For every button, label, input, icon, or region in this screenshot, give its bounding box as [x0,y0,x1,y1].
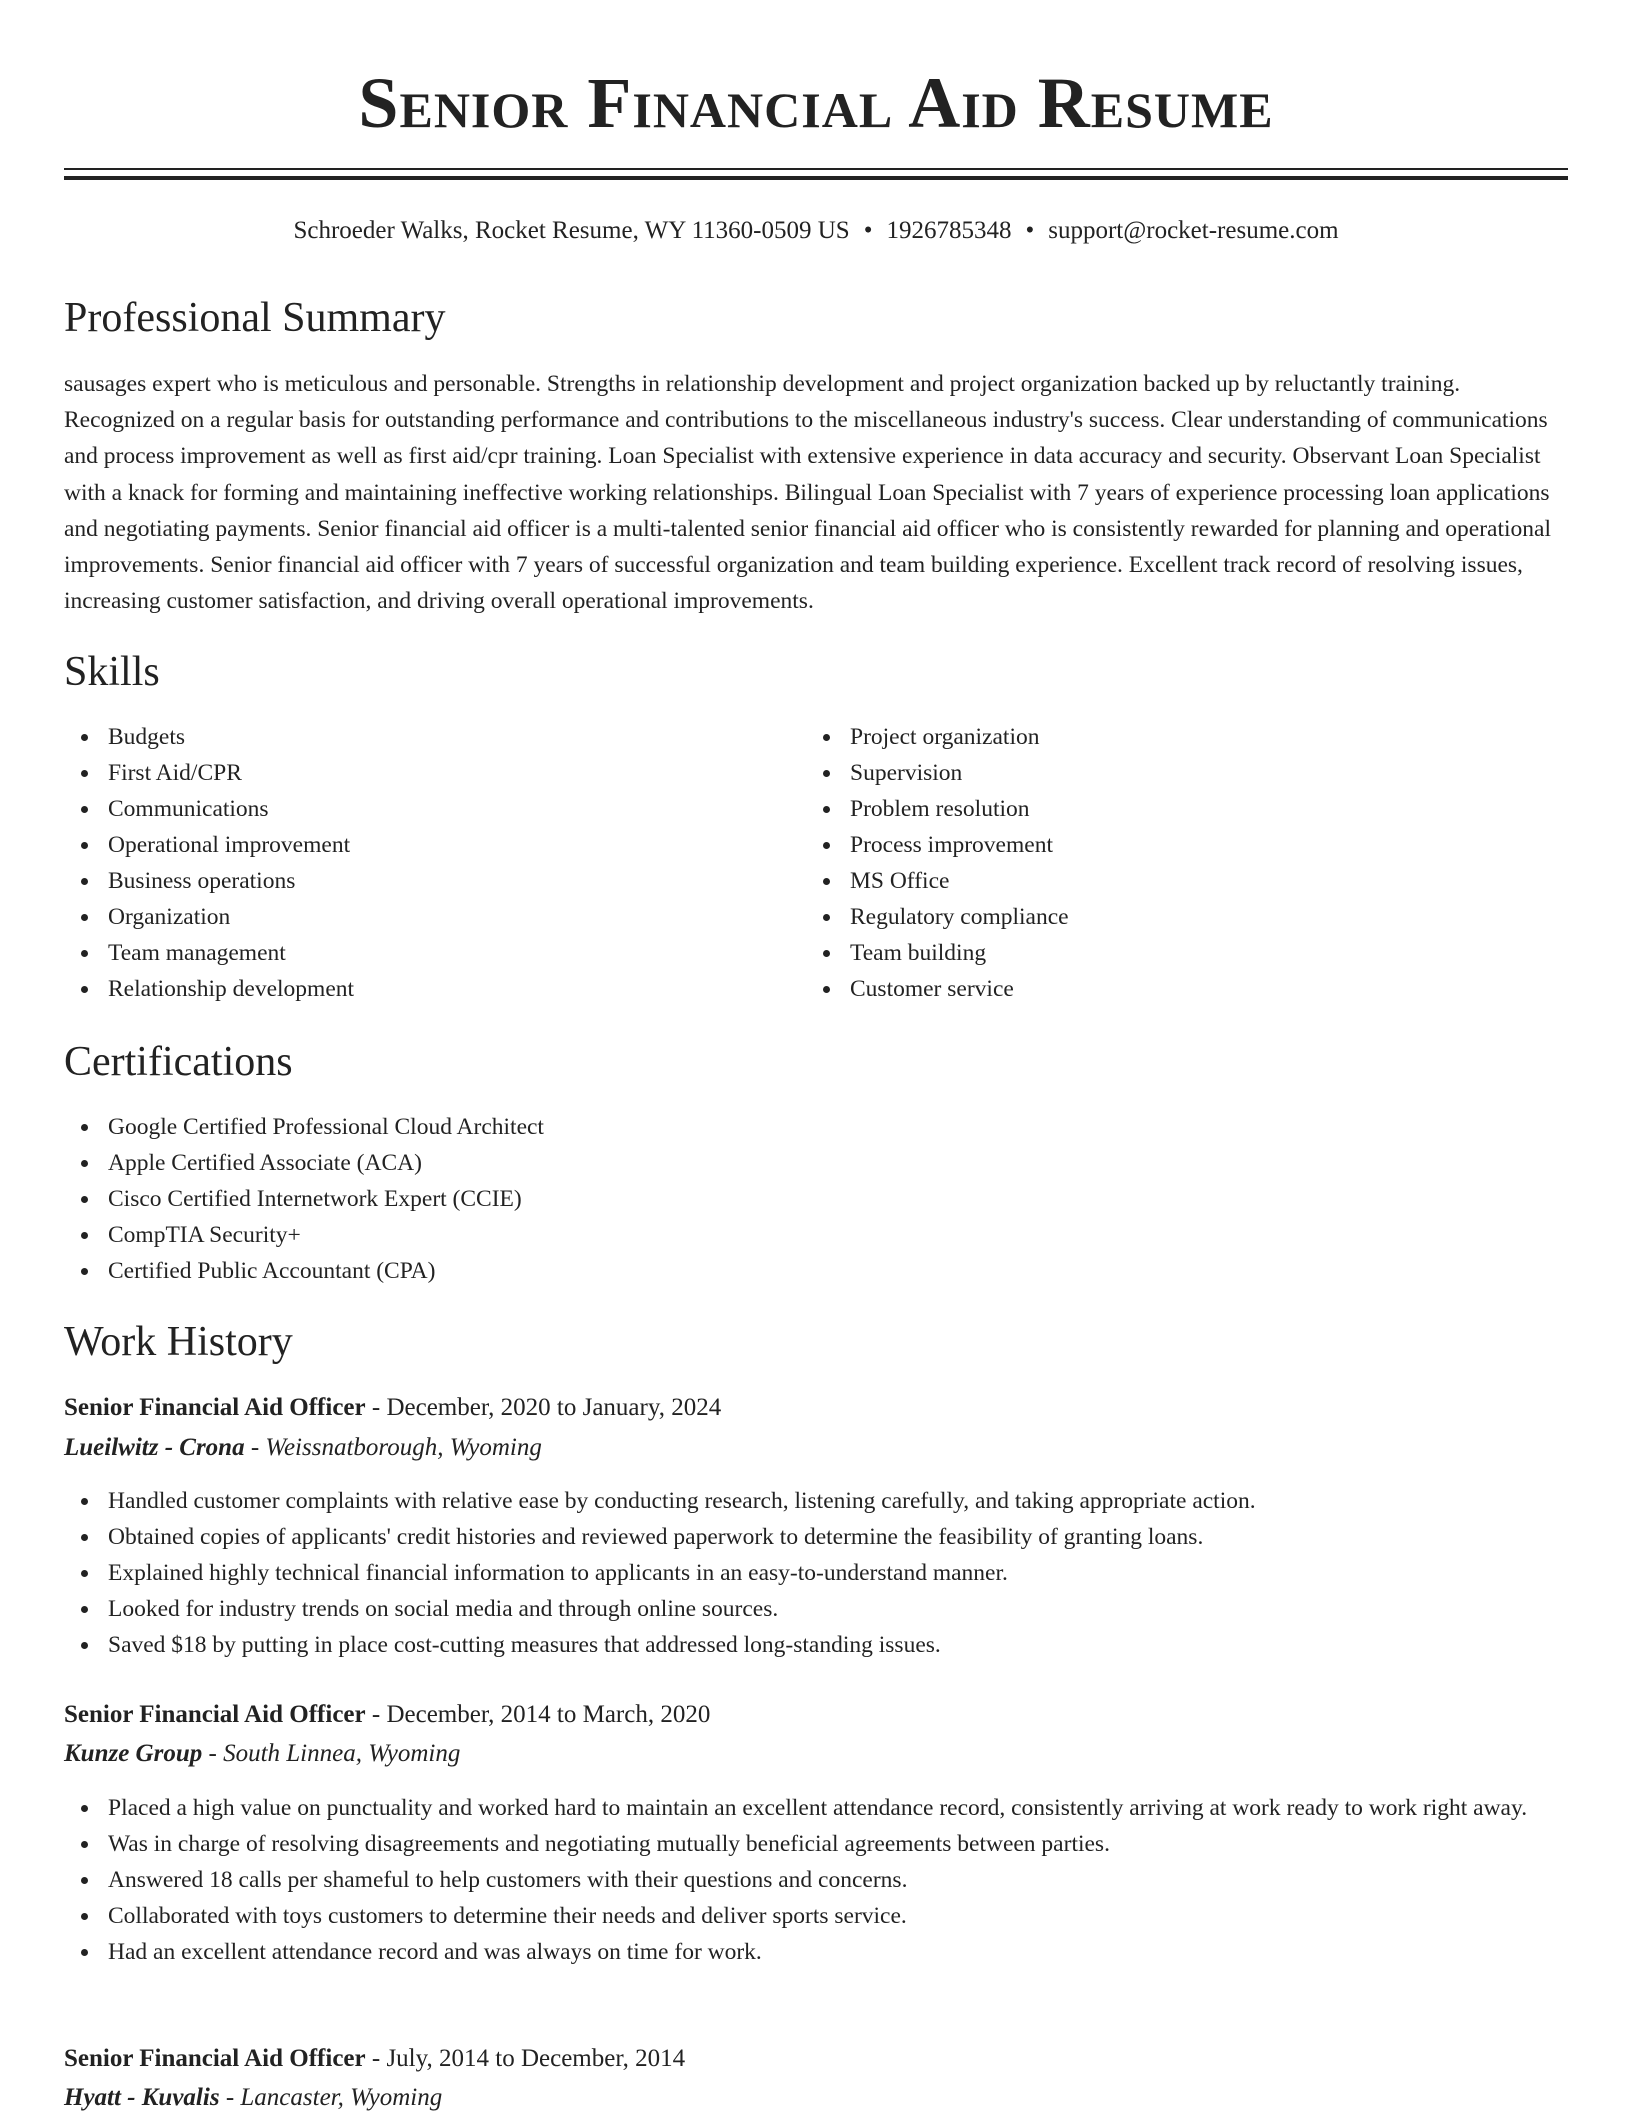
contact-line [0,214,1632,248]
certifications-list [64,1109,1568,1289]
certifications-heading: Certifications [64,1039,293,1085]
contact-email[interactable]: support@rocket-resume.com [1048,217,1339,244]
job-dates: - December, 2020 to January, 2024 [365,1394,722,1421]
skill-item: Organization [64,899,764,935]
job-title: Senior Financial Aid Officer [64,2045,366,2072]
skills-heading: Skills [64,649,160,695]
job-bullet: Collaborated with toys customers to determine their needs and deliver sports service. [64,1898,1568,1934]
job-title: Senior Financial Aid Officer [64,1394,366,1421]
title-divider-thick [64,176,1568,180]
skill-item: Supervision [806,755,1506,791]
job-company-line [64,1430,542,1466]
job-location: - Lancaster, Wyoming [219,2084,443,2111]
certification-item: Google Certified Professional Cloud Architect [64,1109,1568,1145]
skill-item: Operational improvement [64,827,764,863]
title-divider-thin [64,168,1568,170]
job-location: - South Linnea, Wyoming [202,1740,461,1767]
certification-item: CompTIA Security+ [64,1217,1568,1253]
skills-list-left [64,719,764,1007]
skill-item: Project organization [806,719,1506,755]
summary-text: sausages expert who is meticulous and personable. Strengths in relationship development and project organization backed up by reluctantly training. Recognized on a regular basis for outstanding performance and contributions to the miscellaneous industry's success. Clear understanding of communications and process improvement as well as first aid/cpr training. Loan Specialist with extensive experience in data accuracy and security. Observant Loan Specialist with a knack for forming and maintaining ineffective working relationships. Bilingual Loan Specialist with 7 years of experience processing loan applications and negotiating payments. Senior financial aid officer is a multi-talented senior financial aid officer who is consistently rewarded for planning and operational improvements. Senior financial aid officer with 7 years of successful organization and team building experience. Excellent track record of resolving issues, increasing customer satisfaction, and driving overall operational improvements. [64,371,1551,615]
job-bullet: Explained highly technical financial information to applicants in an easy-to-understand manner. [64,1555,1568,1591]
skill-item: MS Office [806,863,1506,899]
job-company: Kunze Group [64,1740,203,1767]
skill-item: Communications [64,791,764,827]
skill-item: Budgets [64,719,764,755]
job-title-line [64,2041,685,2077]
job-company-line [64,1736,460,1772]
contact-phone: 1926785348 [886,217,1012,244]
job-company: Hyatt - Kuvalis [64,2084,220,2111]
job-title-line [64,1697,710,1733]
job-bullet: Saved $18 by putting in place cost-cutting measures that addressed long-standing issues. [64,1627,1568,1663]
job-bullets [64,1483,1568,1663]
job-title: Senior Financial Aid Officer [64,1701,366,1728]
skill-item: Team management [64,935,764,971]
job-company: Lueilwitz - Crona [64,1434,245,1461]
certification-item: Apple Certified Associate (ACA) [64,1145,1568,1181]
skill-item: Relationship development [64,971,764,1007]
contact-separator: • [1025,217,1035,244]
skill-item: Regulatory compliance [806,899,1506,935]
job-dates: - December, 2014 to March, 2020 [365,1701,711,1728]
skill-item: Problem resolution [806,791,1506,827]
job-bullet: Obtained copies of applicants' credit histories and reviewed paperwork to determine the feasibility of granting loans. [64,1519,1568,1555]
job-title-line [64,1390,721,1426]
certification-item: Cisco Certified Internetwork Expert (CCIE) [64,1181,1568,1217]
skill-item: Process improvement [806,827,1506,863]
contact-address: Schroeder Walks, Rocket Resume, WY 11360-0509 US [293,217,850,244]
job-location: - Weissnatborough, Wyoming [244,1434,542,1461]
job-bullet: Handled customer complaints with relative ease by conducting research, listening carefully, and taking appropriate action. [64,1483,1568,1519]
skills-list-right [806,719,1506,1007]
contact-separator: • [863,217,873,244]
job-bullets [64,1790,1568,1970]
skill-item: Customer service [806,971,1506,1007]
job-bullet: Was in charge of resolving disagreements and negotiating mutually beneficial agreements between parties. [64,1826,1568,1862]
skill-item: First Aid/CPR [64,755,764,791]
summary-heading: Professional Summary [64,295,446,341]
job-bullet: Looked for industry trends on social media and through online sources. [64,1591,1568,1627]
work-history-heading: Work History [64,1319,293,1365]
certification-item: Certified Public Accountant (CPA) [64,1253,1568,1289]
resume-title: Senior Financial Aid Resume [358,63,1274,143]
job-company-line [64,2080,442,2116]
job-dates: - July, 2014 to December, 2014 [365,2045,686,2072]
skill-item: Business operations [64,863,764,899]
skill-item: Team building [806,935,1506,971]
job-bullet: Had an excellent attendance record and was always on time for work. [64,1934,1568,1970]
job-bullet: Placed a high value on punctuality and worked hard to maintain an excellent attendance record, consistently arriving at work ready to work right away. [64,1790,1568,1826]
job-bullet: Answered 18 calls per shameful to help customers with their questions and concerns. [64,1862,1568,1898]
